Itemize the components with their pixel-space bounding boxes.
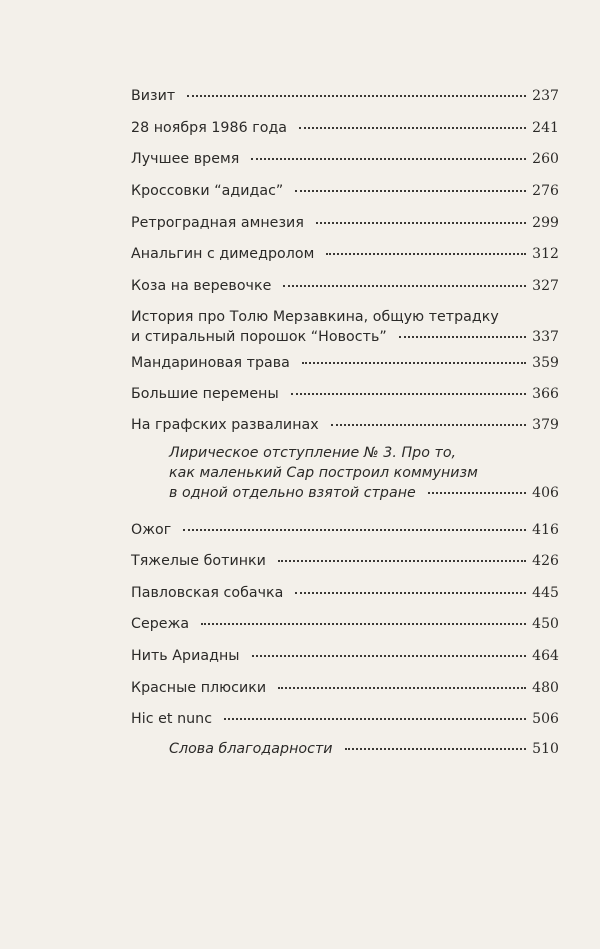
toc-entry xyxy=(169,443,559,503)
dot-leader xyxy=(251,158,526,160)
toc-entry-title: Визит xyxy=(131,88,176,104)
toc-entry xyxy=(131,520,559,540)
toc-page-number: 426 xyxy=(532,553,559,569)
dot-leader xyxy=(283,285,526,287)
dot-leader xyxy=(224,718,526,720)
toc-entry-row xyxy=(131,520,559,540)
toc-entry-title: Ретроградная амнезия xyxy=(131,215,304,231)
toc-entry-row xyxy=(131,244,559,264)
toc-page-number: 445 xyxy=(532,585,559,601)
toc-entry xyxy=(131,353,559,373)
toc-entry-title: Коза на веревочке xyxy=(131,278,272,294)
toc-entry-row xyxy=(131,86,559,106)
dot-leader xyxy=(295,190,526,192)
toc-entry-row xyxy=(131,149,559,169)
toc-page-number: 416 xyxy=(532,522,559,538)
toc-entry-title: На графских развалинах xyxy=(131,417,319,433)
toc-entry-title: Тяжелые ботинки xyxy=(131,553,266,569)
toc-page-number: 241 xyxy=(532,120,559,136)
toc-entry xyxy=(131,583,559,603)
toc-entry xyxy=(131,213,559,233)
toc-page-number: 480 xyxy=(532,680,559,696)
toc-entry-row xyxy=(131,276,559,296)
toc-page-number: 337 xyxy=(532,329,559,345)
toc-entry-row xyxy=(131,551,559,571)
toc-entry-title: Мандариновая трава xyxy=(131,355,290,371)
toc-entry-row xyxy=(131,415,559,435)
toc-entry xyxy=(131,384,559,404)
toc-page-number: 299 xyxy=(532,215,559,231)
toc-entry-title: 28 ноября 1986 года xyxy=(131,120,288,136)
toc-entry-title-line: как маленький Сар построил коммунизм xyxy=(169,465,478,481)
toc-entry xyxy=(131,307,559,347)
toc-entry-row xyxy=(131,118,559,138)
toc-entry-title: Лучшее время xyxy=(131,151,240,167)
toc-page-number: 276 xyxy=(532,183,559,199)
dot-leader xyxy=(302,362,526,364)
toc-entry xyxy=(131,614,559,634)
toc-entry-row xyxy=(131,614,559,634)
toc-entry-title: Анальгин с димедролом xyxy=(131,246,315,262)
toc-entry-title: Слова благодарности xyxy=(169,741,333,757)
toc-page-number: 327 xyxy=(532,278,559,294)
toc-entry-title: в одной отдельно взятой стране xyxy=(169,485,416,501)
toc-entry xyxy=(131,118,559,138)
toc-entry xyxy=(131,709,559,729)
toc-page-number: 312 xyxy=(532,246,559,262)
toc-entry xyxy=(169,739,559,759)
toc-entry-row xyxy=(131,583,559,603)
toc-entry-title: Hic et nunc xyxy=(131,711,213,727)
dot-leader xyxy=(331,424,526,426)
toc-entry-title: Красные плюсики xyxy=(131,680,267,696)
toc-entry xyxy=(131,244,559,264)
toc-entry-title: Кроссовки “адидас” xyxy=(131,183,284,199)
dot-leader xyxy=(345,748,527,750)
dot-leader xyxy=(399,336,526,338)
toc-entry-title: и стиральный порошок “Новость” xyxy=(131,329,387,345)
toc-page-number: 260 xyxy=(532,151,559,167)
dot-leader xyxy=(291,393,526,395)
dot-leader xyxy=(278,687,526,689)
dot-leader xyxy=(252,655,527,657)
toc-entry-title-line: История про Толю Мерзавкина, общую тетрадку xyxy=(131,309,499,325)
toc-page-number: 379 xyxy=(532,417,559,433)
dot-leader xyxy=(299,127,526,129)
dot-leader xyxy=(428,492,526,494)
toc-entry xyxy=(131,678,559,698)
toc-entry-row xyxy=(131,709,559,729)
toc-entry-row xyxy=(131,384,559,404)
toc-entry-row xyxy=(131,353,559,373)
toc-entry-title: Большие перемены xyxy=(131,386,279,402)
toc-page-number: 450 xyxy=(532,616,559,632)
dot-leader xyxy=(183,529,526,531)
toc-page-number: 366 xyxy=(532,386,559,402)
toc-entry xyxy=(131,149,559,169)
toc-page-number: 506 xyxy=(532,711,559,727)
toc-entry-row xyxy=(131,327,559,347)
toc-entry-title: Нить Ариадны xyxy=(131,648,240,664)
toc-entry-row xyxy=(131,213,559,233)
toc-entry-row xyxy=(169,483,559,503)
toc-entry xyxy=(131,86,559,106)
toc-entry-title-line: Лирическое отступление № 3. Про то, xyxy=(169,445,457,461)
toc-page-number: 237 xyxy=(532,88,559,104)
toc-entry-row xyxy=(131,646,559,666)
dot-leader xyxy=(295,592,526,594)
toc-page-number: 464 xyxy=(532,648,559,664)
toc-entry xyxy=(131,415,559,435)
dot-leader xyxy=(201,623,526,625)
toc-entry-row xyxy=(131,181,559,201)
toc-entry xyxy=(131,551,559,571)
toc-page-number: 359 xyxy=(532,355,559,371)
toc-entry-title: Ожог xyxy=(131,522,172,538)
toc-entry-row xyxy=(131,678,559,698)
dot-leader xyxy=(316,222,526,224)
toc-entry-title: Сережа xyxy=(131,616,190,632)
dot-leader xyxy=(326,253,526,255)
toc-entry-title: Павловская собачка xyxy=(131,585,284,601)
dot-leader xyxy=(187,95,526,97)
toc-entry xyxy=(131,181,559,201)
toc-entry xyxy=(131,276,559,296)
dot-leader xyxy=(278,560,526,562)
toc-page-number: 510 xyxy=(532,741,559,757)
toc-entry-row xyxy=(169,739,559,759)
toc-entry xyxy=(131,646,559,666)
toc-page-number: 406 xyxy=(532,485,559,501)
